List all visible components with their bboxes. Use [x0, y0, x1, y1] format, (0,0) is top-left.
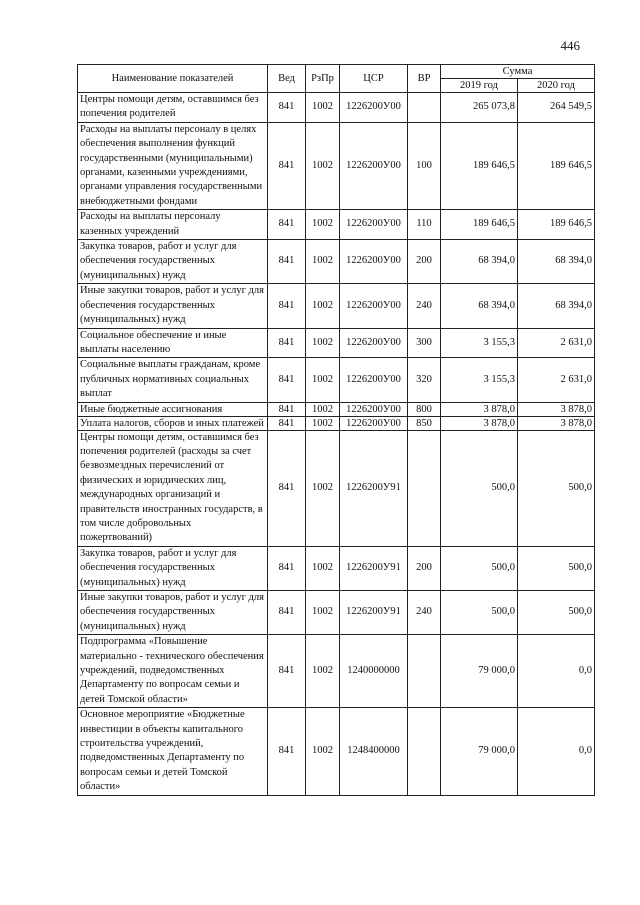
- table-row: [78, 402, 595, 416]
- row-vr: 850: [408, 416, 441, 430]
- row-rzpr: 1002: [306, 402, 340, 416]
- row-rzpr: 1002: [306, 122, 340, 209]
- table-row: [78, 328, 595, 358]
- row-sum-2019: 189 646,5: [441, 122, 518, 209]
- table-row: [78, 240, 595, 284]
- row-rzpr: 1002: [306, 284, 340, 328]
- row-rzpr: 1002: [306, 210, 340, 240]
- row-ved: 841: [268, 122, 306, 209]
- row-sum-2019: 3 878,0: [441, 402, 518, 416]
- header-2020: 2020 год: [518, 79, 595, 93]
- row-name: Расходы на выплаты персоналу в целях обеспечения выполнения функций государственными (муниципальными) органами, казенными учреждениями, органами управления государственными внебюджетными фондами: [78, 122, 268, 209]
- row-sum-2020: 0,0: [518, 635, 595, 708]
- table-row: [78, 635, 595, 708]
- row-ved: 841: [268, 708, 306, 795]
- row-sum-2019: 265 073,8: [441, 93, 518, 123]
- header-name: Наименование показателей: [78, 65, 268, 93]
- row-ved: 841: [268, 210, 306, 240]
- row-name: Иные закупки товаров, работ и услуг для обеспечения государственных (муниципальных) нужд: [78, 284, 268, 328]
- row-name: Уплата налогов, сборов и иных платежей: [78, 416, 268, 430]
- row-vr: 100: [408, 122, 441, 209]
- row-csr: 1226200У00: [340, 210, 408, 240]
- table-row: [78, 546, 595, 590]
- row-vr: [408, 430, 441, 546]
- row-sum-2019: 189 646,5: [441, 210, 518, 240]
- row-rzpr: 1002: [306, 416, 340, 430]
- row-ved: 841: [268, 416, 306, 430]
- row-name: Центры помощи детям, оставшимся без попечения родителей (расходы за счет безвозмездных перечислений от физических и юридических лиц, международных организаций и правительств иностранных государств, в том числе добровольных пожертвований): [78, 430, 268, 546]
- row-csr: 1226200У00: [340, 358, 408, 402]
- row-sum-2019: 3 155,3: [441, 328, 518, 358]
- row-vr: 240: [408, 284, 441, 328]
- row-rzpr: 1002: [306, 328, 340, 358]
- row-sum-2020: 264 549,5: [518, 93, 595, 123]
- row-vr: [408, 708, 441, 795]
- row-csr: 1226200У00: [340, 284, 408, 328]
- row-csr: 1226200У91: [340, 591, 408, 635]
- header-sum: Сумма: [441, 65, 595, 79]
- row-csr: 1240000000: [340, 635, 408, 708]
- row-sum-2020: 500,0: [518, 546, 595, 590]
- table-row: [78, 416, 595, 430]
- table-header: [78, 65, 595, 93]
- row-ved: 841: [268, 240, 306, 284]
- row-sum-2020: 500,0: [518, 591, 595, 635]
- row-ved: 841: [268, 358, 306, 402]
- row-name: Социальные выплаты гражданам, кроме публичных нормативных социальных выплат: [78, 358, 268, 402]
- table-row: [78, 591, 595, 635]
- row-ved: 841: [268, 430, 306, 546]
- header-vr: ВР: [408, 65, 441, 93]
- row-vr: 200: [408, 240, 441, 284]
- row-ved: 841: [268, 402, 306, 416]
- header-2019: 2019 год: [441, 79, 518, 93]
- row-sum-2020: 68 394,0: [518, 284, 595, 328]
- row-sum-2019: 68 394,0: [441, 240, 518, 284]
- row-sum-2020: 189 646,5: [518, 122, 595, 209]
- row-csr: 1226200У00: [340, 402, 408, 416]
- row-rzpr: 1002: [306, 591, 340, 635]
- row-sum-2019: 3 155,3: [441, 358, 518, 402]
- row-sum-2020: 3 878,0: [518, 402, 595, 416]
- row-name: Подпрограмма «Повышение материально - технического обеспечения учреждений, подведомственных Департаменту по вопросам семьи и детей Томской области»: [78, 635, 268, 708]
- table-row: [78, 708, 595, 795]
- row-name: Иные бюджетные ассигнования: [78, 402, 268, 416]
- row-ved: 841: [268, 591, 306, 635]
- row-rzpr: 1002: [306, 635, 340, 708]
- row-ved: 841: [268, 284, 306, 328]
- row-sum-2020: 500,0: [518, 430, 595, 546]
- row-name: Иные закупки товаров, работ и услуг для обеспечения государственных (муниципальных) нужд: [78, 591, 268, 635]
- row-vr: 800: [408, 402, 441, 416]
- table-body: [78, 93, 595, 796]
- row-rzpr: 1002: [306, 430, 340, 546]
- row-sum-2019: 68 394,0: [441, 284, 518, 328]
- budget-table: [77, 64, 595, 796]
- row-rzpr: 1002: [306, 240, 340, 284]
- row-sum-2020: 0,0: [518, 708, 595, 795]
- table-row: [78, 358, 595, 402]
- row-sum-2019: 500,0: [441, 591, 518, 635]
- row-vr: 300: [408, 328, 441, 358]
- row-rzpr: 1002: [306, 358, 340, 402]
- row-csr: 1226200У91: [340, 430, 408, 546]
- row-sum-2019: 3 878,0: [441, 416, 518, 430]
- row-name: Социальное обеспечение и иные выплаты населению: [78, 328, 268, 358]
- row-name: Центры помощи детям, оставшимся без попечения родителей: [78, 93, 268, 123]
- row-sum-2020: 189 646,5: [518, 210, 595, 240]
- row-name: Расходы на выплаты персоналу казенных учреждений: [78, 210, 268, 240]
- row-vr: [408, 93, 441, 123]
- row-csr: 1226200У00: [340, 328, 408, 358]
- row-vr: [408, 635, 441, 708]
- row-name: Основное мероприятие «Бюджетные инвестиции в объекты капитального строительства учреждений, подведомственных Департаменту по вопросам семьи и детей Томской области»: [78, 708, 268, 795]
- row-name: Закупка товаров, работ и услуг для обеспечения государственных (муниципальных) нужд: [78, 240, 268, 284]
- row-vr: 240: [408, 591, 441, 635]
- row-rzpr: 1002: [306, 546, 340, 590]
- table-row: [78, 210, 595, 240]
- row-sum-2020: 3 878,0: [518, 416, 595, 430]
- row-sum-2020: 2 631,0: [518, 358, 595, 402]
- page-number: 446: [560, 38, 580, 53]
- row-sum-2020: 68 394,0: [518, 240, 595, 284]
- row-csr: 1248400000: [340, 708, 408, 795]
- table-row: [78, 122, 595, 209]
- row-sum-2019: 79 000,0: [441, 635, 518, 708]
- header-csr: ЦСР: [340, 65, 408, 93]
- row-sum-2020: 2 631,0: [518, 328, 595, 358]
- row-vr: 200: [408, 546, 441, 590]
- row-name: Закупка товаров, работ и услуг для обеспечения государственных (муниципальных) нужд: [78, 546, 268, 590]
- row-vr: 320: [408, 358, 441, 402]
- row-ved: 841: [268, 546, 306, 590]
- row-rzpr: 1002: [306, 93, 340, 123]
- header-rzpr: РзПр: [306, 65, 340, 93]
- row-rzpr: 1002: [306, 708, 340, 795]
- row-ved: 841: [268, 635, 306, 708]
- row-csr: 1226200У00: [340, 240, 408, 284]
- row-csr: 1226200У00: [340, 122, 408, 209]
- row-csr: 1226200У91: [340, 546, 408, 590]
- header-ved: Вед: [268, 65, 306, 93]
- table-row: [78, 284, 595, 328]
- row-vr: 110: [408, 210, 441, 240]
- row-sum-2019: 79 000,0: [441, 708, 518, 795]
- row-sum-2019: 500,0: [441, 430, 518, 546]
- row-csr: 1226200У00: [340, 93, 408, 123]
- row-ved: 841: [268, 93, 306, 123]
- row-ved: 841: [268, 328, 306, 358]
- table-row: [78, 93, 595, 123]
- row-csr: 1226200У00: [340, 416, 408, 430]
- row-sum-2019: 500,0: [441, 546, 518, 590]
- table-row: [78, 430, 595, 546]
